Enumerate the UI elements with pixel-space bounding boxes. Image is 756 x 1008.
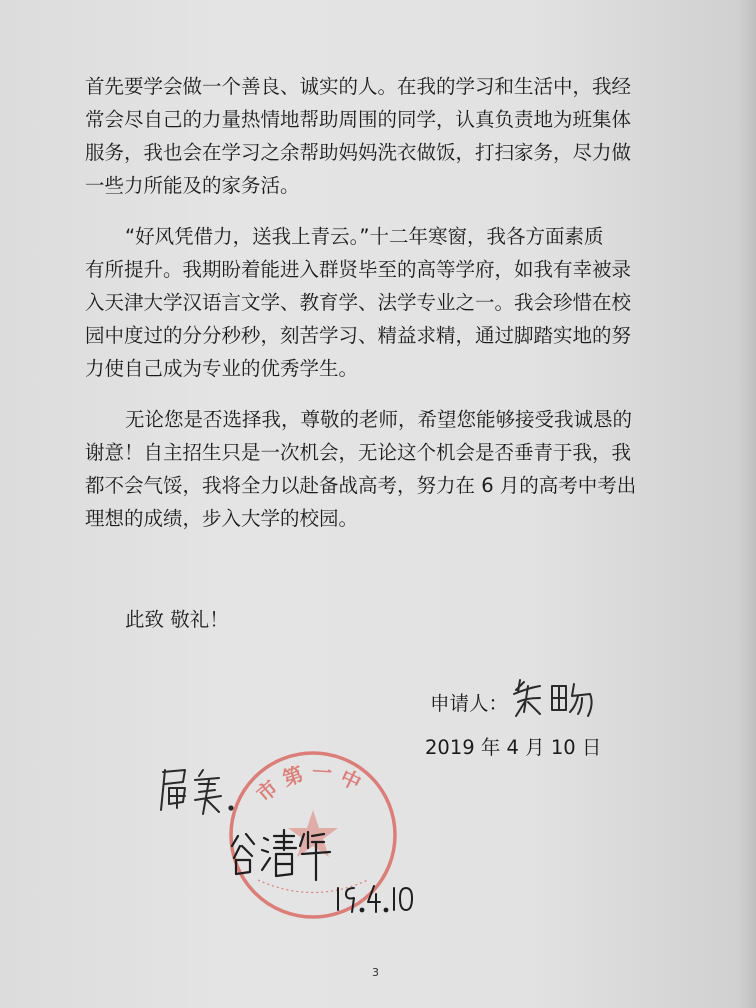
text-line: 一些力所能及的家务活。 — [85, 174, 300, 197]
text-line: 服务，我也会在学习之余帮助妈妈洗衣做饭，打扫家务，尽力做 — [85, 141, 632, 164]
text-line: 理想的成绩，步入大学的校园。 — [85, 507, 359, 530]
paragraph-3 — [85, 403, 685, 535]
page-edge-shadow — [738, 0, 756, 1008]
applicant-label: 申请人： — [430, 692, 509, 715]
handwritten-date — [332, 878, 422, 918]
applicant-signature — [510, 672, 600, 722]
text-line: 首先要学会做一个善良、诚实的人。在我的学习和生活中，我经 — [85, 75, 632, 98]
verified-note-handwriting — [155, 762, 245, 822]
text-line: 谢意！自主招生只是一次机会，无论这个机会是否垂青于我，我 — [85, 441, 632, 464]
paragraph-1 — [85, 70, 685, 202]
applicant-line — [430, 688, 508, 716]
text-line: 入天津大学汉语言文学、教育学、法学专业之一。我会珍惜在校 — [85, 291, 632, 314]
text-line: 都不会气馁，我将全力以赴备战高考，努力在 6 月的高考中考出 — [85, 474, 637, 497]
teacher-signature — [228, 822, 338, 882]
paragraph-2 — [85, 220, 685, 385]
text-line: 有所提升。我期盼着能进入群贤毕至的高等学府，如我有幸被录 — [85, 258, 632, 281]
letter-date: 2019 年 4 月 10 日 — [425, 736, 602, 759]
text-line: 力使自己成为专业的优秀学生。 — [85, 357, 359, 380]
text-line: “好风凭借力，送我上青云。”十二年寒窗，我各方面素质 — [125, 225, 604, 248]
text-line: 园中度过的分分秒秒，刻苦学习、精益求精，通过脚踏实地的努 — [85, 324, 632, 347]
text-line: 无论您是否选择我，尊敬的老师，希望您能够接受我诚恳的 — [125, 408, 633, 431]
svg-text:市 第 一 中: 市 第 一 中 — [251, 759, 365, 807]
page-number: 3 — [372, 966, 379, 979]
letter-body — [85, 70, 685, 553]
closing-salutation: 此致 敬礼！ — [125, 608, 229, 631]
text-line: 常会尽自己的力量热情地帮助周围的同学，认真负责地为班集体 — [85, 108, 632, 131]
